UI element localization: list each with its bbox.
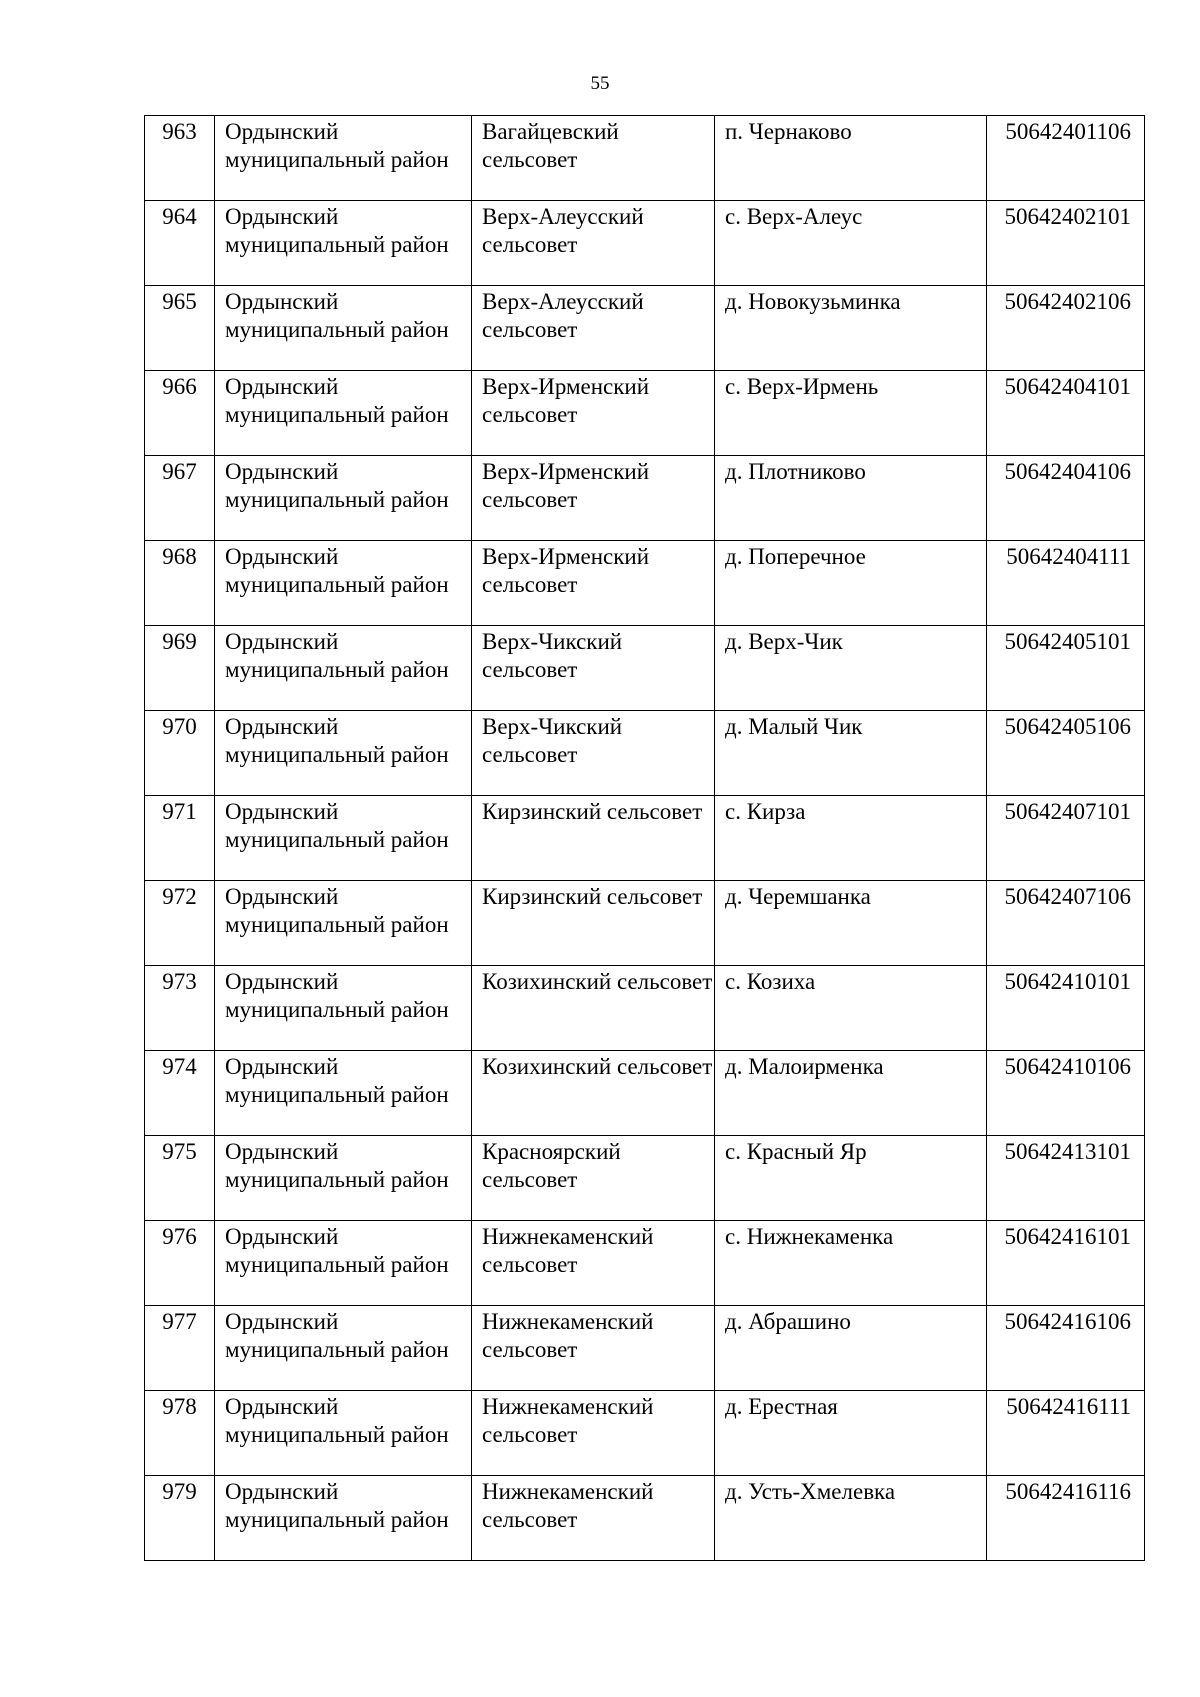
code-cell: 50642410106	[987, 1051, 1145, 1136]
district-cell: Ордынский муниципальный район	[215, 1136, 472, 1221]
settlement-cell: д. Новокузьминка	[715, 286, 987, 371]
table-row	[145, 1221, 1145, 1306]
row-number-cell: 969	[145, 626, 215, 711]
row-number-cell: 968	[145, 541, 215, 626]
settlement-cell: д. Черемшанка	[715, 881, 987, 966]
row-number-cell: 965	[145, 286, 215, 371]
table-row	[145, 626, 1145, 711]
row-number-cell: 975	[145, 1136, 215, 1221]
district-cell: Ордынский муниципальный район	[215, 1306, 472, 1391]
row-number-cell: 971	[145, 796, 215, 881]
code-cell: 50642404106	[987, 456, 1145, 541]
row-number-cell: 978	[145, 1391, 215, 1476]
page-number: 55	[590, 73, 610, 94]
row-number-cell: 973	[145, 966, 215, 1051]
council-cell: Красноярский сельсовет	[472, 1136, 715, 1221]
council-cell: Верх-Алеусский сельсовет	[472, 201, 715, 286]
table-row	[145, 881, 1145, 966]
settlement-cell: д. Малоирменка	[715, 1051, 987, 1136]
table-row	[145, 1136, 1145, 1221]
district-cell: Ордынский муниципальный район	[215, 711, 472, 796]
code-cell: 50642416116	[987, 1476, 1145, 1561]
code-cell: 50642407101	[987, 796, 1145, 881]
code-cell: 50642401106	[987, 116, 1145, 201]
code-cell: 50642404111	[987, 541, 1145, 626]
district-cell: Ордынский муниципальный район	[215, 456, 472, 541]
code-cell: 50642410101	[987, 966, 1145, 1051]
table-row	[145, 116, 1145, 201]
settlement-cell: с. Верх-Ирмень	[715, 371, 987, 456]
council-cell: Нижнекаменский сельсовет	[472, 1306, 715, 1391]
code-cell: 50642416101	[987, 1221, 1145, 1306]
table-row	[145, 796, 1145, 881]
code-cell: 50642407106	[987, 881, 1145, 966]
council-cell: Верх-Алеусский сельсовет	[472, 286, 715, 371]
council-cell: Верх-Чикский сельсовет	[472, 626, 715, 711]
council-cell: Верх-Ирменский сельсовет	[472, 541, 715, 626]
code-cell: 50642402106	[987, 286, 1145, 371]
district-cell: Ордынский муниципальный район	[215, 116, 472, 201]
district-cell: Ордынский муниципальный район	[215, 371, 472, 456]
row-number-cell: 976	[145, 1221, 215, 1306]
council-cell: Козихинский сельсовет	[472, 1051, 715, 1136]
code-cell: 50642416111	[987, 1391, 1145, 1476]
council-cell: Кирзинский сельсовет	[472, 881, 715, 966]
code-cell: 50642405106	[987, 711, 1145, 796]
district-cell: Ордынский муниципальный район	[215, 201, 472, 286]
settlement-cell: с. Нижнекаменка	[715, 1221, 987, 1306]
table-row	[145, 711, 1145, 796]
table-row	[145, 541, 1145, 626]
council-cell: Нижнекаменский сельсовет	[472, 1221, 715, 1306]
settlement-cell: с. Верх-Алеус	[715, 201, 987, 286]
code-cell: 50642416106	[987, 1306, 1145, 1391]
settlement-cell: д. Верх-Чик	[715, 626, 987, 711]
row-number-cell: 966	[145, 371, 215, 456]
table-row	[145, 1391, 1145, 1476]
table-row	[145, 286, 1145, 371]
row-number-cell: 970	[145, 711, 215, 796]
table-row	[145, 966, 1145, 1051]
settlement-cell: д. Малый Чик	[715, 711, 987, 796]
code-cell: 50642402101	[987, 201, 1145, 286]
council-cell: Вагайцевский сельсовет	[472, 116, 715, 201]
settlement-cell: д. Поперечное	[715, 541, 987, 626]
council-cell: Нижнекаменский сельсовет	[472, 1391, 715, 1476]
district-cell: Ордынский муниципальный район	[215, 1221, 472, 1306]
district-cell: Ордынский муниципальный район	[215, 1051, 472, 1136]
settlements-table	[144, 115, 1145, 1561]
settlement-cell: д. Усть-Хмелевка	[715, 1476, 987, 1561]
table-row	[145, 456, 1145, 541]
council-cell: Верх-Чикский сельсовет	[472, 711, 715, 796]
settlement-cell: д. Плотниково	[715, 456, 987, 541]
settlement-cell: д. Абрашино	[715, 1306, 987, 1391]
district-cell: Ордынский муниципальный район	[215, 881, 472, 966]
row-number-cell: 964	[145, 201, 215, 286]
table-row	[145, 1051, 1145, 1136]
row-number-cell: 977	[145, 1306, 215, 1391]
row-number-cell: 967	[145, 456, 215, 541]
district-cell: Ордынский муниципальный район	[215, 1476, 472, 1561]
table-row	[145, 1306, 1145, 1391]
council-cell: Кирзинский сельсовет	[472, 796, 715, 881]
settlement-cell: с. Кирза	[715, 796, 987, 881]
council-cell: Верх-Ирменский сельсовет	[472, 456, 715, 541]
table-row	[145, 201, 1145, 286]
code-cell: 50642413101	[987, 1136, 1145, 1221]
settlement-cell: с. Красный Яр	[715, 1136, 987, 1221]
settlement-cell: с. Козиха	[715, 966, 987, 1051]
council-cell: Козихинский сельсовет	[472, 966, 715, 1051]
table-row	[145, 371, 1145, 456]
council-cell: Нижнекаменский сельсовет	[472, 1476, 715, 1561]
district-cell: Ордынский муниципальный район	[215, 1391, 472, 1476]
district-cell: Ордынский муниципальный район	[215, 966, 472, 1051]
code-cell: 50642405101	[987, 626, 1145, 711]
row-number-cell: 979	[145, 1476, 215, 1561]
code-cell: 50642404101	[987, 371, 1145, 456]
row-number-cell: 972	[145, 881, 215, 966]
council-cell: Верх-Ирменский сельсовет	[472, 371, 715, 456]
table-row	[145, 1476, 1145, 1561]
district-cell: Ордынский муниципальный район	[215, 626, 472, 711]
settlement-cell: д. Ерестная	[715, 1391, 987, 1476]
district-cell: Ордынский муниципальный район	[215, 286, 472, 371]
row-number-cell: 963	[145, 116, 215, 201]
district-cell: Ордынский муниципальный район	[215, 796, 472, 881]
settlement-cell: п. Чернаково	[715, 116, 987, 201]
row-number-cell: 974	[145, 1051, 215, 1136]
district-cell: Ордынский муниципальный район	[215, 541, 472, 626]
